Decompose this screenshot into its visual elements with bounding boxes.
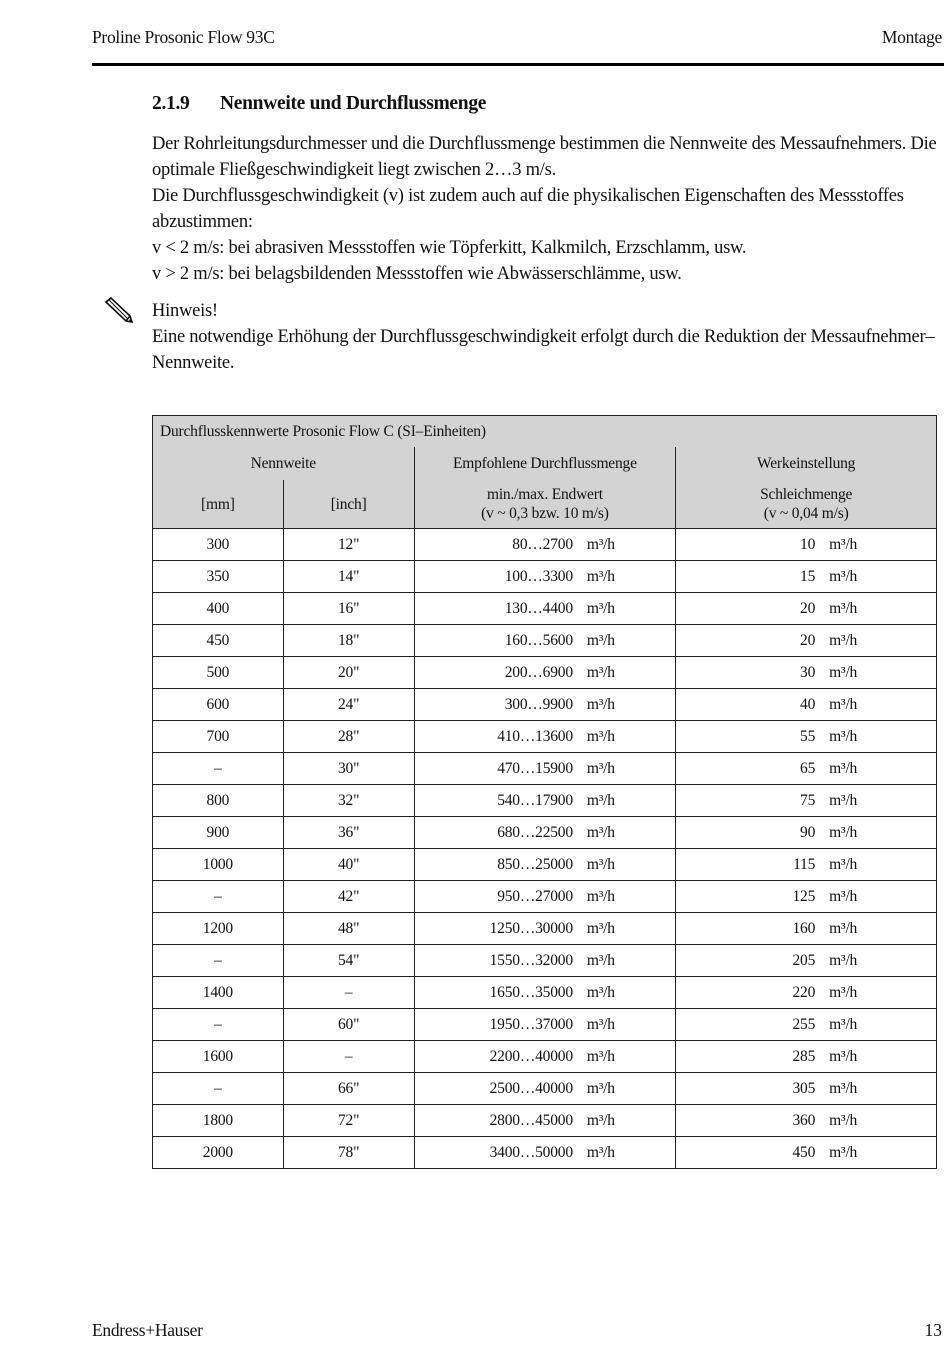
low-flow-value: 10	[800, 535, 816, 553]
low-flow-unit: m³/h	[829, 1111, 858, 1129]
header-inch: [inch]	[283, 480, 414, 529]
header-flow-range	[414, 480, 676, 529]
cell-mm: –	[153, 881, 284, 913]
table-row	[153, 817, 937, 849]
cell-flow-range	[414, 721, 676, 753]
cell-flow-range	[414, 977, 676, 1009]
cell-inch: 48"	[283, 913, 414, 945]
cell-low-flow	[676, 593, 937, 625]
table-row	[153, 593, 937, 625]
low-flow-unit: m³/h	[829, 1143, 858, 1161]
flow-range-value: 300…9900	[504, 695, 573, 713]
flow-unit: m³/h	[586, 663, 615, 681]
cell-mm: 600	[153, 689, 284, 721]
cell-low-flow	[676, 625, 937, 657]
header-product-name: Proline Prosonic Flow 93C	[92, 27, 275, 47]
low-flow-value: 450	[792, 1143, 816, 1161]
flow-range-value: 470…15900	[497, 759, 573, 777]
flow-unit: m³/h	[586, 1111, 615, 1129]
flow-unit: m³/h	[586, 951, 615, 969]
flow-range-value: 1650…35000	[489, 983, 573, 1001]
note-text: Eine notwendige Erhöhung der Durchflussgeschwindigkeit erfolgt durch die Reduktion der Messaufnehmer–Nennweite.	[152, 327, 935, 373]
cell-flow-range	[414, 881, 676, 913]
low-flow-unit: m³/h	[829, 887, 858, 905]
low-flow-unit: m³/h	[829, 823, 858, 841]
header-mm: [mm]	[153, 480, 284, 529]
cell-low-flow	[676, 881, 937, 913]
header-factory-setting: Werkeinstellung	[676, 447, 937, 480]
low-flow-unit: m³/h	[829, 567, 858, 585]
flow-range-value: 1250…30000	[489, 919, 573, 937]
table-row	[153, 1137, 937, 1169]
flow-range-value: 3400…50000	[489, 1143, 573, 1161]
cell-flow-range	[414, 1137, 676, 1169]
flow-range-value: 680…22500	[497, 823, 573, 841]
flow-unit: m³/h	[586, 727, 615, 745]
page-number: 13	[924, 1320, 942, 1340]
cell-flow-range	[414, 945, 676, 977]
flow-unit: m³/h	[586, 1079, 615, 1097]
table-row	[153, 1041, 937, 1073]
flow-unit: m³/h	[586, 695, 615, 713]
low-flow-unit: m³/h	[829, 535, 858, 553]
table-row	[153, 753, 937, 785]
table-row	[153, 529, 937, 561]
flow-range-value: 130…4400	[504, 599, 573, 617]
paragraph: Die Durchflussgeschwindigkeit (v) ist zudem auch auf die physikalischen Eigenschaften des Messstoffes abzustimmen:	[152, 186, 904, 232]
header-flow-line2: (v ~ 0,3 bzw. 10 m/s)	[481, 505, 609, 522]
cell-mm: 800	[153, 785, 284, 817]
flow-range-value: 2800…45000	[489, 1111, 573, 1129]
cell-mm: –	[153, 945, 284, 977]
header-low-flow	[676, 480, 937, 529]
cell-mm: 500	[153, 657, 284, 689]
table-row	[153, 1073, 937, 1105]
cell-mm: 1600	[153, 1041, 284, 1073]
cell-inch: 30"	[283, 753, 414, 785]
cell-flow-range	[414, 817, 676, 849]
cell-low-flow	[676, 753, 937, 785]
flow-unit: m³/h	[586, 919, 615, 937]
low-flow-unit: m³/h	[829, 919, 858, 937]
low-flow-value: 40	[800, 695, 816, 713]
table-row	[153, 721, 937, 753]
cell-inch: 36"	[283, 817, 414, 849]
flow-range-value: 160…5600	[504, 631, 573, 649]
cell-flow-range	[414, 625, 676, 657]
low-flow-unit: m³/h	[829, 1047, 858, 1065]
section-number: 2.1.9	[152, 93, 190, 114]
low-flow-value: 30	[800, 663, 816, 681]
table-row	[153, 1105, 937, 1137]
low-flow-value: 125	[792, 887, 816, 905]
cell-flow-range	[414, 689, 676, 721]
cell-flow-range	[414, 529, 676, 561]
low-flow-value: 255	[792, 1015, 816, 1033]
table-row	[153, 913, 937, 945]
cell-mm: –	[153, 753, 284, 785]
table-row	[153, 945, 937, 977]
cell-low-flow	[676, 785, 937, 817]
low-flow-unit: m³/h	[829, 663, 858, 681]
cell-inch: 28"	[283, 721, 414, 753]
flow-range-value: 200…6900	[504, 663, 573, 681]
header-low-flow-line1: Schleichmenge	[760, 486, 853, 503]
flow-range-value: 1950…37000	[489, 1015, 573, 1033]
low-flow-value: 90	[800, 823, 816, 841]
flow-range-value: 410…13600	[497, 727, 573, 745]
cell-mm: –	[153, 1009, 284, 1041]
cell-mm: 1000	[153, 849, 284, 881]
cell-flow-range	[414, 1105, 676, 1137]
cell-low-flow	[676, 849, 937, 881]
cell-mm: 1800	[153, 1105, 284, 1137]
cell-low-flow	[676, 817, 937, 849]
cell-low-flow	[676, 945, 937, 977]
cell-inch: 40"	[283, 849, 414, 881]
cell-low-flow	[676, 1137, 937, 1169]
section-heading	[152, 93, 486, 115]
cell-mm: 900	[153, 817, 284, 849]
cell-mm: 1200	[153, 913, 284, 945]
cell-flow-range	[414, 753, 676, 785]
flow-range-value: 540…17900	[497, 791, 573, 809]
cell-mm: 450	[153, 625, 284, 657]
table-row	[153, 625, 937, 657]
header-recommended-flow: Empfohlene Durchflussmenge	[414, 447, 676, 480]
table-row	[153, 881, 937, 913]
cell-mm: 700	[153, 721, 284, 753]
flow-unit: m³/h	[586, 631, 615, 649]
table-row	[153, 785, 937, 817]
cell-low-flow	[676, 913, 937, 945]
cell-low-flow	[676, 721, 937, 753]
low-flow-value: 205	[792, 951, 816, 969]
low-flow-unit: m³/h	[829, 727, 858, 745]
low-flow-unit: m³/h	[829, 759, 858, 777]
table-row	[153, 1009, 937, 1041]
table-row	[153, 657, 937, 689]
table-caption: Durchflusskennwerte Prosonic Flow C (SI–Einheiten)	[153, 416, 937, 448]
flow-unit: m³/h	[586, 567, 615, 585]
low-flow-value: 75	[800, 791, 816, 809]
paragraph: v < 2 m/s: bei abrasiven Messstoffen wie Töpferkitt, Kalkmilch, Erzschlamm, usw.	[152, 238, 747, 258]
cell-mm: 300	[153, 529, 284, 561]
cell-inch: 54"	[283, 945, 414, 977]
low-flow-value: 285	[792, 1047, 816, 1065]
low-flow-value: 305	[792, 1079, 816, 1097]
cell-flow-range	[414, 849, 676, 881]
low-flow-value: 20	[800, 599, 816, 617]
cell-flow-range	[414, 1073, 676, 1105]
cell-mm: 350	[153, 561, 284, 593]
cell-mm: –	[153, 1073, 284, 1105]
low-flow-unit: m³/h	[829, 1015, 858, 1033]
flow-unit: m³/h	[586, 759, 615, 777]
flow-unit: m³/h	[586, 1047, 615, 1065]
flow-range-value: 850…25000	[497, 855, 573, 873]
cell-low-flow	[676, 657, 937, 689]
low-flow-value: 220	[792, 983, 816, 1001]
flow-range-value: 100…3300	[504, 567, 573, 585]
section-body	[152, 131, 942, 287]
pencil-note-icon	[102, 297, 136, 325]
cell-flow-range	[414, 785, 676, 817]
header-chapter: Montage	[881, 27, 942, 47]
flow-table	[152, 415, 937, 1169]
table-row	[153, 849, 937, 881]
cell-inch: 72"	[283, 1105, 414, 1137]
low-flow-unit: m³/h	[829, 983, 858, 1001]
flow-range-value: 2200…40000	[489, 1047, 573, 1065]
low-flow-value: 55	[800, 727, 816, 745]
cell-flow-range	[414, 913, 676, 945]
cell-inch: 18"	[283, 625, 414, 657]
header-flow-line1: min./max. Endwert	[486, 486, 603, 503]
flow-range-value: 950…27000	[497, 887, 573, 905]
low-flow-value: 160	[792, 919, 816, 937]
cell-mm: 2000	[153, 1137, 284, 1169]
header-rule	[92, 63, 944, 66]
low-flow-value: 65	[800, 759, 816, 777]
low-flow-value: 360	[792, 1111, 816, 1129]
flow-unit: m³/h	[586, 823, 615, 841]
low-flow-value: 20	[800, 631, 816, 649]
low-flow-unit: m³/h	[829, 631, 858, 649]
flow-unit: m³/h	[586, 855, 615, 873]
cell-inch: 16"	[283, 593, 414, 625]
note-box	[152, 298, 942, 376]
cell-mm: 1400	[153, 977, 284, 1009]
flow-range-value: 80…2700	[512, 535, 573, 553]
low-flow-value: 15	[800, 567, 816, 585]
cell-inch: 12"	[283, 529, 414, 561]
cell-inch: –	[283, 977, 414, 1009]
cell-inch: 66"	[283, 1073, 414, 1105]
cell-low-flow	[676, 529, 937, 561]
low-flow-value: 115	[793, 855, 816, 873]
low-flow-unit: m³/h	[829, 951, 858, 969]
header-low-flow-line2: (v ~ 0,04 m/s)	[763, 505, 849, 522]
cell-low-flow	[676, 1041, 937, 1073]
flow-range-value: 1550…32000	[489, 951, 573, 969]
cell-mm: 400	[153, 593, 284, 625]
cell-flow-range	[414, 1041, 676, 1073]
footer-company: Endress+Hauser	[92, 1320, 203, 1340]
cell-flow-range	[414, 1009, 676, 1041]
cell-low-flow	[676, 1073, 937, 1105]
cell-inch: 60"	[283, 1009, 414, 1041]
flow-unit: m³/h	[586, 983, 615, 1001]
flow-unit: m³/h	[586, 1143, 615, 1161]
flow-unit: m³/h	[586, 887, 615, 905]
section-title: Nennweite und Durchflussmenge	[220, 93, 487, 114]
table-row	[153, 689, 937, 721]
cell-low-flow	[676, 1009, 937, 1041]
low-flow-unit: m³/h	[829, 599, 858, 617]
table-row	[153, 977, 937, 1009]
cell-low-flow	[676, 561, 937, 593]
cell-inch: –	[283, 1041, 414, 1073]
flow-unit: m³/h	[586, 599, 615, 617]
flow-range-value: 2500…40000	[489, 1079, 573, 1097]
cell-low-flow	[676, 1105, 937, 1137]
cell-flow-range	[414, 593, 676, 625]
note-title: Hinweis!	[152, 301, 218, 321]
paragraph: Der Rohrleitungsdurchmesser und die Durchflussmenge bestimmen die Nennweite des Messaufnehmers. Die optimale Fließgeschwindigkeit liegt zwischen 2…3 m/s.	[152, 134, 937, 180]
cell-flow-range	[414, 561, 676, 593]
low-flow-unit: m³/h	[829, 695, 858, 713]
cell-inch: 42"	[283, 881, 414, 913]
cell-inch: 20"	[283, 657, 414, 689]
flow-unit: m³/h	[586, 535, 615, 553]
table-row	[153, 561, 937, 593]
cell-inch: 24"	[283, 689, 414, 721]
cell-inch: 32"	[283, 785, 414, 817]
header-nominal-diameter: Nennweite	[153, 447, 415, 480]
cell-low-flow	[676, 689, 937, 721]
flow-unit: m³/h	[586, 1015, 615, 1033]
cell-flow-range	[414, 657, 676, 689]
flow-unit: m³/h	[586, 791, 615, 809]
low-flow-unit: m³/h	[829, 791, 858, 809]
low-flow-unit: m³/h	[829, 1079, 858, 1097]
low-flow-unit: m³/h	[829, 855, 858, 873]
paragraph: v > 2 m/s: bei belagsbildenden Messstoffen wie Abwässerschlämme, usw.	[152, 264, 682, 284]
cell-low-flow	[676, 977, 937, 1009]
cell-inch: 78"	[283, 1137, 414, 1169]
cell-inch: 14"	[283, 561, 414, 593]
